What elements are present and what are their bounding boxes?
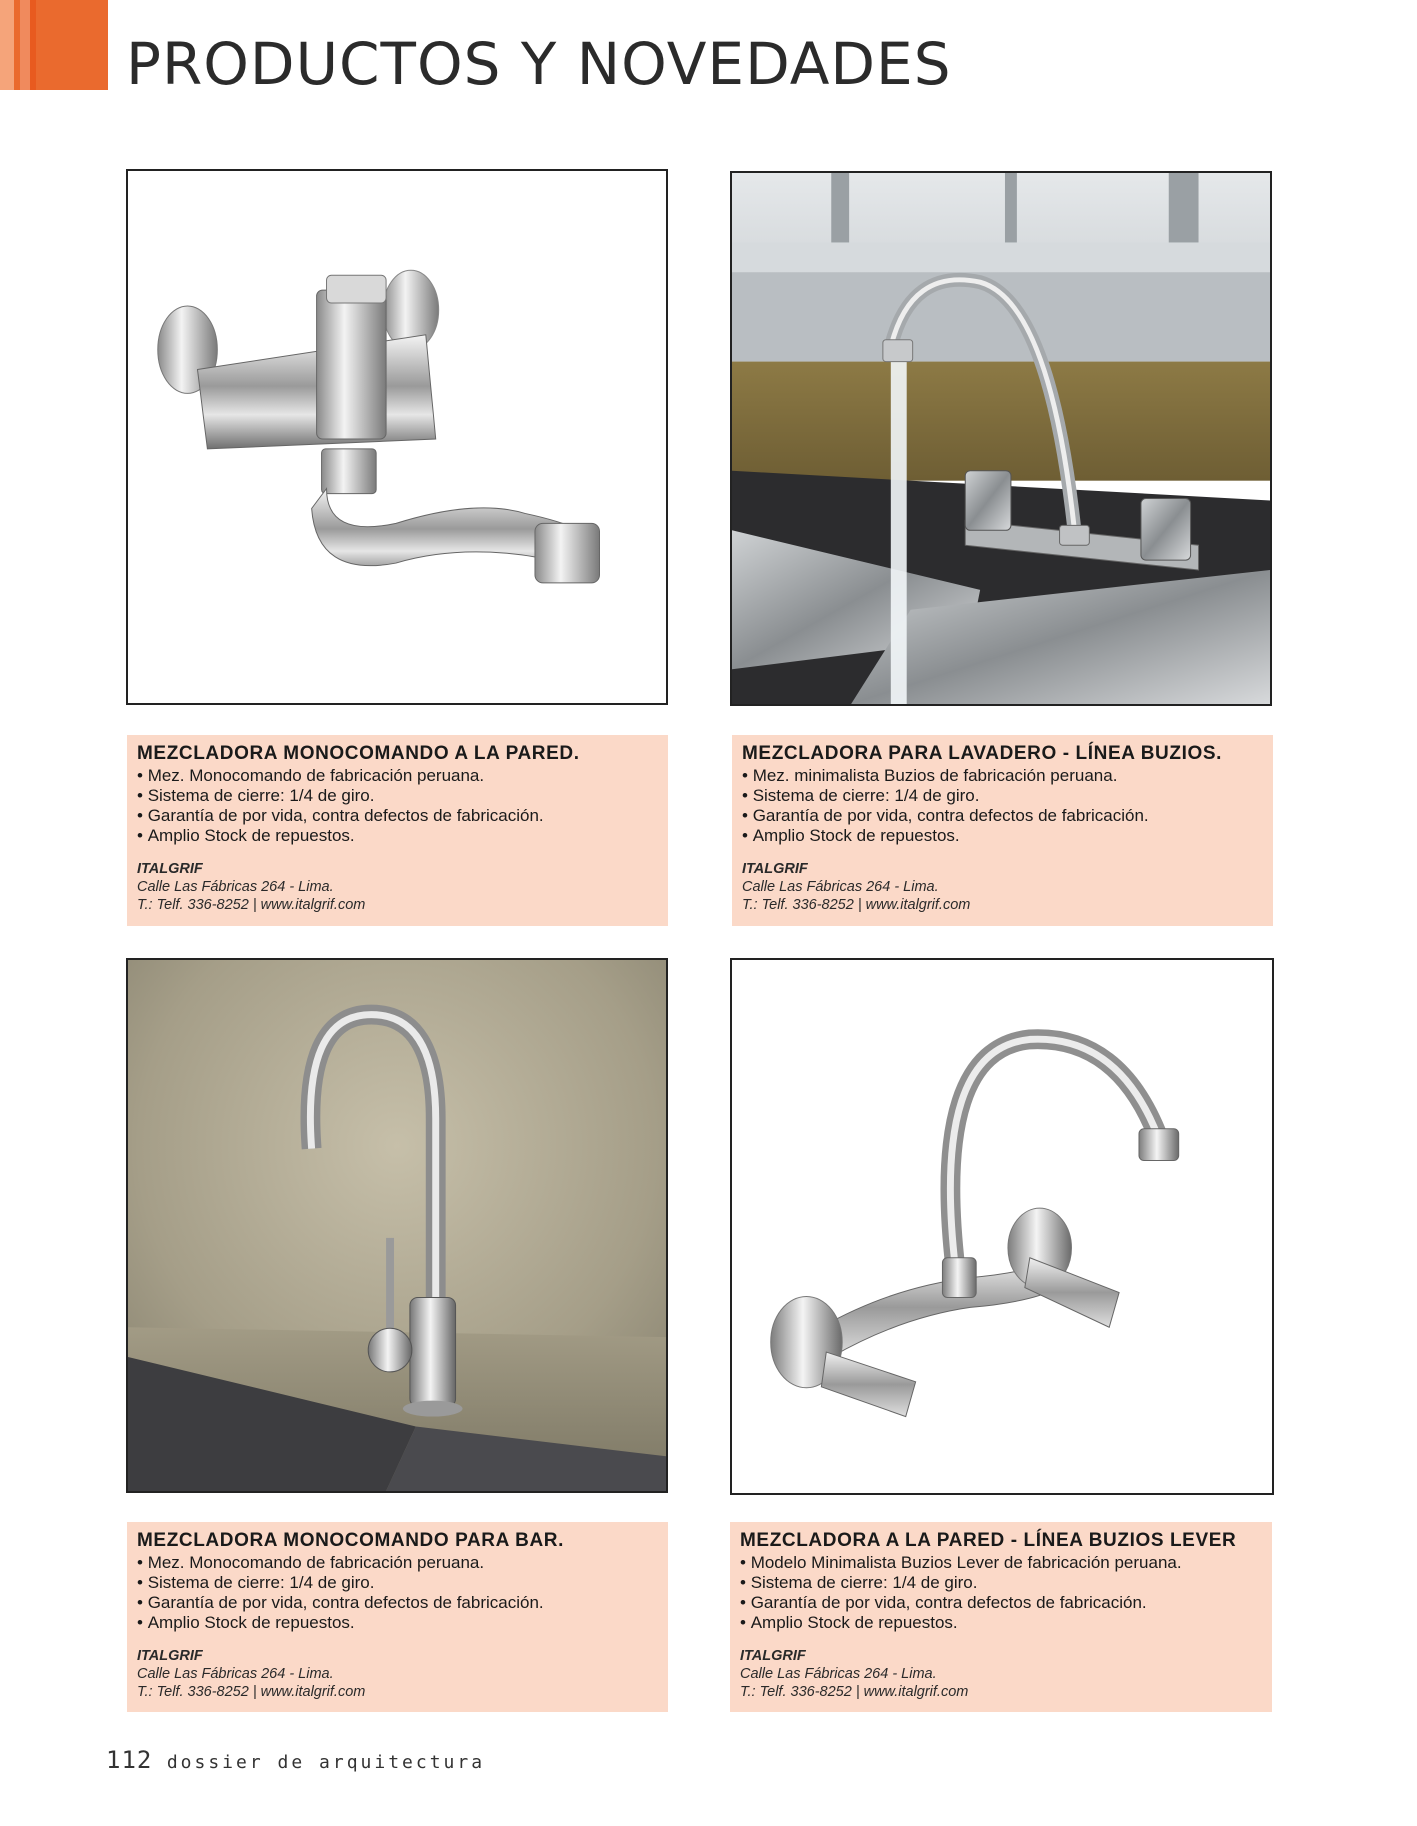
- feature-list: [740, 1553, 1262, 1633]
- brand-contact: T.: Telf. 336-8252 | www.italgrif.com: [137, 897, 366, 913]
- product-photo-bar-mixer: [126, 958, 668, 1493]
- product-title: MEZCLADORA MONOCOMANDO PARA BAR.: [137, 1530, 564, 1551]
- feature-item: • Sistema de cierre: 1/4 de giro.: [742, 786, 1263, 806]
- sink-faucet-illustration: [732, 173, 1270, 704]
- feature-item: • Garantía de por vida, contra defectos de fabricación.: [742, 806, 1263, 826]
- feature-item: • Amplio Stock de repuestos.: [137, 826, 658, 846]
- product-title: MEZCLADORA A LA PARED - LÍNEA BUZIOS LEVER: [740, 1530, 1237, 1551]
- brand-contact: T.: Telf. 336-8252 | www.italgrif.com: [137, 1684, 366, 1700]
- feature-item: • Garantía de por vida, contra defectos de fabricación.: [740, 1593, 1262, 1613]
- brand-contact: T.: Telf. 336-8252 | www.italgrif.com: [740, 1684, 969, 1700]
- wall-mixer-faucet-illustration: [128, 171, 666, 703]
- feature-item: • Amplio Stock de repuestos.: [137, 1613, 658, 1633]
- feature-item: • Mez. Monocomando de fabricación peruana.: [137, 1553, 658, 1573]
- feature-item: • Sistema de cierre: 1/4 de giro.: [740, 1573, 1262, 1593]
- page-title: PRODUCTOS Y NOVEDADES: [126, 30, 952, 98]
- brand-name: ITALGRIF: [742, 861, 808, 877]
- product-photo-buzios-lever: [730, 958, 1274, 1495]
- product-photo-sink-faucet: [730, 171, 1272, 706]
- product-card-wall-mixer: [127, 735, 668, 926]
- product-title: MEZCLADORA MONOCOMANDO A LA PARED.: [137, 743, 580, 764]
- product-card-bar-mixer: [127, 1522, 668, 1712]
- feature-item: • Amplio Stock de repuestos.: [742, 826, 1263, 846]
- brand-contact: T.: Telf. 336-8252 | www.italgrif.com: [742, 897, 971, 913]
- feature-item: • Mez. minimalista Buzios de fabricación peruana.: [742, 766, 1263, 786]
- feature-item: • Amplio Stock de repuestos.: [740, 1613, 1262, 1633]
- product-title: MEZCLADORA PARA LAVADERO - LÍNEA BUZIOS.: [742, 743, 1222, 764]
- feature-item: • Garantía de por vida, contra defectos de fabricación.: [137, 1593, 658, 1613]
- header-accent-bar: [0, 0, 108, 90]
- bar-mixer-faucet-illustration: [128, 960, 666, 1491]
- product-photo-wall-mixer: [126, 169, 668, 705]
- magazine-name: dossier de arquitectura: [166, 1752, 486, 1773]
- feature-list: [137, 766, 658, 846]
- brand-address: Calle Las Fábricas 264 - Lima.: [740, 1666, 937, 1682]
- brand-name: ITALGRIF: [137, 861, 203, 877]
- feature-item: • Mez. Monocomando de fabricación peruana.: [137, 766, 658, 786]
- brand-name: ITALGRIF: [740, 1648, 806, 1664]
- brand-address: Calle Las Fábricas 264 - Lima.: [137, 1666, 334, 1682]
- page-number: 112: [106, 1746, 153, 1774]
- product-card-buzios-lever: [730, 1522, 1272, 1712]
- feature-list: [742, 766, 1263, 846]
- buzios-lever-faucet-illustration: [732, 960, 1272, 1493]
- brand-name: ITALGRIF: [137, 1648, 203, 1664]
- feature-item: • Garantía de por vida, contra defectos de fabricación.: [137, 806, 658, 826]
- feature-item: • Sistema de cierre: 1/4 de giro.: [137, 786, 658, 806]
- feature-item: • Modelo Minimalista Buzios Lever de fabricación peruana.: [740, 1553, 1262, 1573]
- feature-item: • Sistema de cierre: 1/4 de giro.: [137, 1573, 658, 1593]
- page-footer: [106, 1746, 485, 1774]
- brand-address: Calle Las Fábricas 264 - Lima.: [742, 879, 939, 895]
- product-card-sink-faucet: [732, 735, 1273, 926]
- feature-list: [137, 1553, 658, 1633]
- brand-address: Calle Las Fábricas 264 - Lima.: [137, 879, 334, 895]
